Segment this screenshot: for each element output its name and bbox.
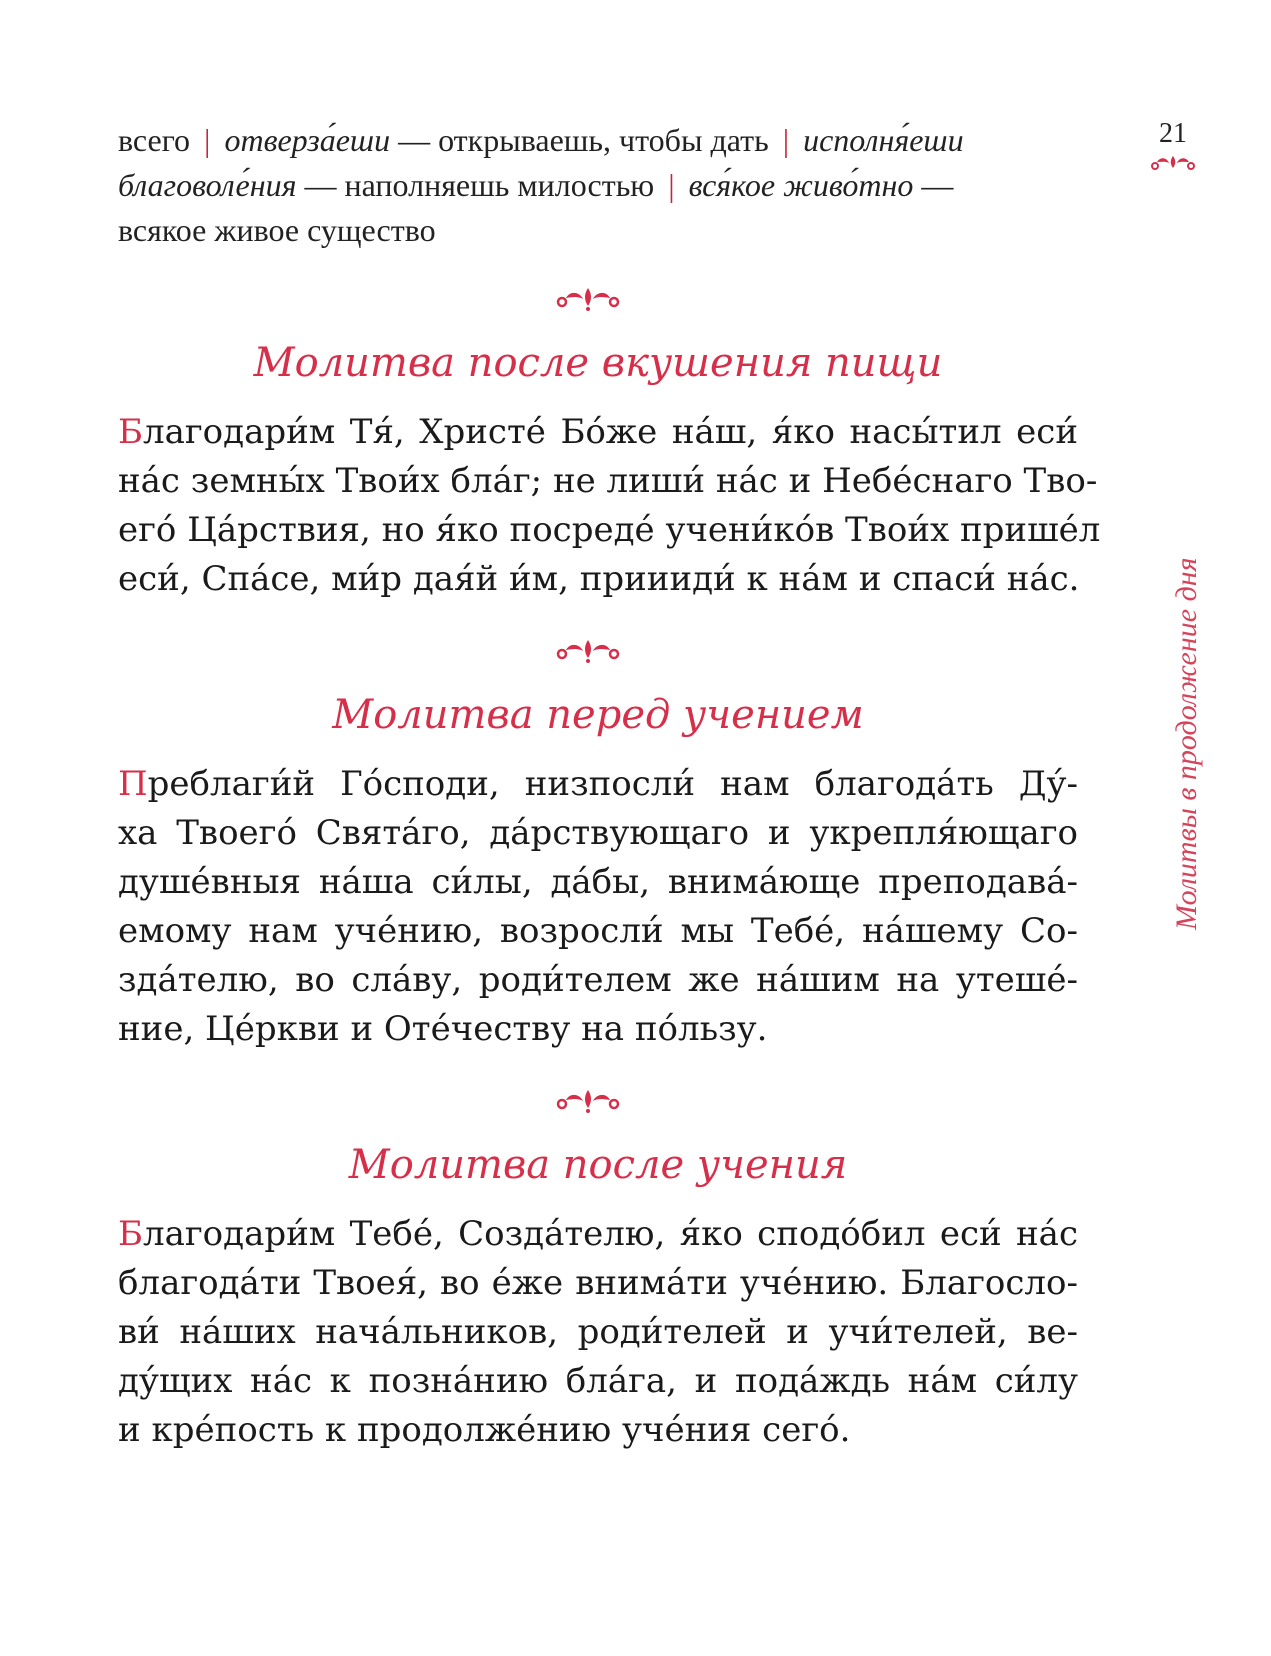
prayer-line: его́ Ца́рствия, но я́ко посреде́ учени́ко́в Твои́х прише́л (118, 510, 1101, 550)
prayer-line: Преблаги́й Го́споди, низпосли́ нам благода́ть Ду́- (118, 764, 1078, 804)
prayer-line: Благодари́м Тя́, Христе́ Бо́же на́ш, я́ко насы́тил еси́ (118, 412, 1078, 452)
section-divider-ornament-icon (548, 636, 628, 666)
glossary-line-2: благоволе́ния — наполняешь милостью | вся́кое живо́тно — (118, 167, 954, 203)
prayer-line: на́с земны́х Твои́х бла́г; не лиши́ на́с и Небе́снаго Тво- (118, 461, 1098, 501)
prayer-line: благода́ти Твоея́, во е́же внима́ти уче́нию. Благосло- (118, 1263, 1078, 1303)
prayer-line: Благодари́м Тебе́, Созда́телю, я́ко сподо́бил еси́ на́с (118, 1214, 1078, 1254)
page-number-ornament-icon (1143, 152, 1203, 174)
glossary (118, 118, 1078, 253)
section-title: Молитва после учения (348, 1142, 848, 1188)
prayer-line: ние, Це́ркви и Оте́честву на по́льзу. (118, 1009, 768, 1049)
prayer-text (118, 760, 1078, 1054)
prayer-line: еси́, Спа́се, ми́р дая́й и́м, приииди́ к на́м и спаси́ на́с. (118, 559, 1080, 599)
glossary-line-1: всего | отверза́еши — открываешь, чтобы дать | исполня́еши (118, 122, 964, 158)
drop-initial: П (118, 764, 148, 804)
drop-initial: Б (118, 412, 143, 452)
prayer-line: ха Твоего́ Свята́го, да́рствующаго и укрепля́ющаго (118, 813, 1078, 853)
prayer-text (118, 408, 1101, 604)
prayer-line: и кре́пость к продолже́нию уче́ния сего́. (118, 1410, 851, 1450)
glossary-line-3: всякое живое существо (118, 212, 436, 248)
section-divider-ornament-icon (548, 284, 628, 314)
prayer-text (118, 1210, 1078, 1455)
running-head: Молитвы в продолжение дня (1170, 557, 1203, 930)
section-divider-ornament-icon (548, 1086, 628, 1116)
prayer-line: ду́щих на́с к позна́нию бла́га, и пода́ждь на́м си́лу (118, 1361, 1078, 1401)
drop-initial: Б (118, 1214, 143, 1254)
section-title: Молитва перед учением (332, 692, 864, 738)
page-number: 21 (1159, 118, 1187, 149)
prayer-line: ви́ на́ших нача́льников, роди́телей и учи́телей, ве- (118, 1312, 1078, 1352)
prayer-line: зда́телю, во сла́ву, роди́телем же на́шим на утеше́- (118, 960, 1078, 1000)
prayer-line: емому нам уче́нию, возросли́ мы Тебе́, на́шему Со- (118, 911, 1078, 951)
prayer-line: душе́вныя на́ша си́лы, да́бы, внима́юще преподава́- (118, 862, 1078, 902)
section-title: Молитва после вкушения пищи (253, 340, 943, 386)
